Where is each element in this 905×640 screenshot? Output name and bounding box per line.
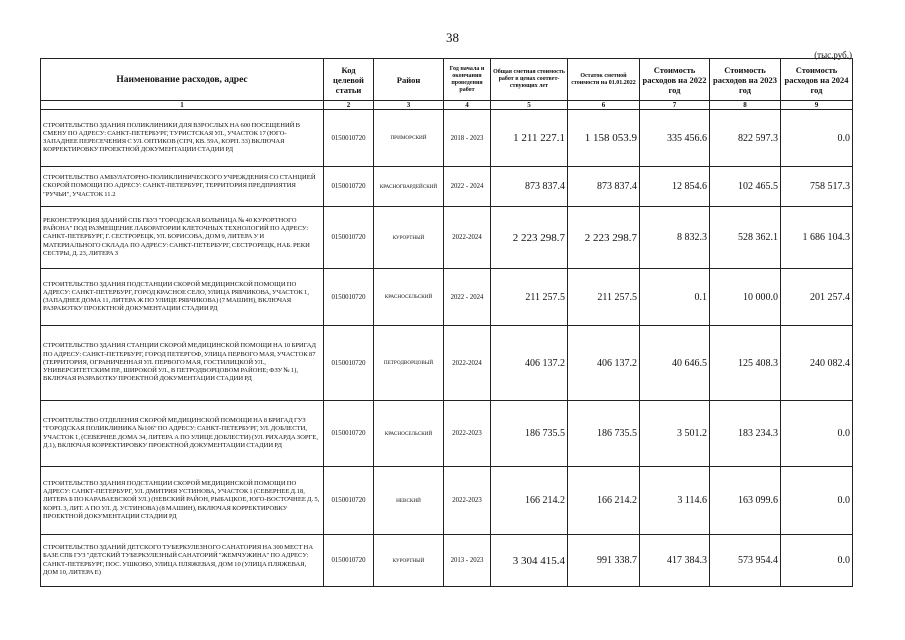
cost-2022: 8 832.3 — [640, 207, 710, 269]
cost-2023: 102 465.5 — [710, 167, 781, 207]
header-2022: Стоимость расходов на 2022 год — [640, 59, 710, 101]
work-years: 2022-2024 — [444, 326, 491, 401]
expense-name: СТРОИТЕЛЬСТВО ОТДЕЛЕНИЯ СКОРОЙ МЕДИЦИНСКОЙ ПОМОЩИ НА 8 БРИГАД ГУЗ "ГОРОДСКАЯ ПОЛИКЛИНИКА №106" ПО АДРЕСУ: САНКТ-ПЕТЕРБУРГ, УЛ. ДОБЛЕСТИ, УЧАСТОК 1, (СЕВЕРНЕЕ ДОМА 34, ЛИТЕРА А ПО УЛИЦЕ ДОБЛЕСТИ) (УЛ. РИХАРДА ЗОРГЕ, Д.1), ВКЛЮЧАЯ КОРРЕКТИРОВКУ ПРОЕКТНОЙ ДОКУМЕНТАЦИИ СТАДИИ РД — [41, 401, 324, 467]
header-years: Год начала и окончания проведения работ — [444, 59, 491, 101]
cost-2023: 573 954.4 — [710, 535, 781, 587]
target-code: 0150010720 — [324, 167, 374, 207]
target-code: 0150010720 — [324, 326, 374, 401]
work-years: 2013 - 2023 — [444, 535, 491, 587]
table-row — [41, 401, 853, 467]
header-total: Общая сметная стоимость работ в ценах соответ-ствующих лет — [491, 59, 568, 101]
expense-name: РЕКОНСТРУКЦИЯ ЗДАНИЙ СПБ ГБУЗ "ГОРОДСКАЯ БОЛЬНИЦА № 40 КУРОРТНОГО РАЙОНА" ПОД РАЗМЕЩЕНИЕ ЛАБОРАТОРИИ КЛЕТОЧНЫХ ТЕХНОЛОГИЙ ПО АДРЕСУ: САНКТ-ПЕТЕРБУРГ, Г. СЕСТРОРЕЦК, УЛ. БОРИСОВА, ДОМ 9, ЛИТЕРА У И МАТЕРИАЛЬНОГО СКЛАДА ПО АДРЕСУ: САНКТ-ПЕТЕРБУРГ, СЕСТРОРЕЦК, НАБ. РЕКИ СЕСТРЫ, Д. 23, ЛИТЕРА З — [41, 207, 324, 269]
work-years: 2018 - 2023 — [444, 110, 491, 167]
district: КРАСНОСЕЛЬСКИЙ — [374, 401, 444, 467]
work-years: 2022-2024 — [444, 207, 491, 269]
expense-name: СТРОИТЕЛЬСТВО ЗДАНИЯ ПОДСТАНЦИИ СКОРОЙ МЕДИЦИНСКОЙ ПОМОЩИ ПО АДРЕСУ: САНКТ-ПЕТЕРБУРГ, ГОРОД КРАСНОЕ СЕЛО, УЛИЦА РЯБЧИКОВА, УЧАСТОК 1, (ЗАПАДНЕЕ ДОМА 11, ЛИТЕРА Ж ПО УЛИЦЕ РЯБЧИКОВА) (7 МАШИН), ВКЛЮЧАЯ РАЗРАБОТКУ ПРОЕКТНОЙ ДОКУМЕНТАЦИИ СТАДИИ РД — [41, 269, 324, 326]
district: ПРИМОРСКИЙ — [374, 110, 444, 167]
remaining-cost: 211 257.5 — [568, 269, 640, 326]
target-code: 0150010720 — [324, 401, 374, 467]
target-code: 0150010720 — [324, 207, 374, 269]
page-number: 38 — [446, 30, 459, 45]
total-cost: 166 214.2 — [491, 467, 568, 535]
header-2024: Стоимость расходов на 2024 год — [781, 59, 853, 101]
cost-2023: 125 408.3 — [710, 326, 781, 401]
column-number-row — [41, 101, 853, 110]
district: ПЕТРОДВОРЦОВЫЙ — [374, 326, 444, 401]
column-number: 3 — [374, 101, 444, 110]
cost-2024: 0.0 — [781, 467, 853, 535]
work-years: 2022 - 2024 — [444, 269, 491, 326]
district: КРАСНОСЕЛЬСКИЙ — [374, 269, 444, 326]
total-cost: 406 137.2 — [491, 326, 568, 401]
column-number: 9 — [781, 101, 853, 110]
remaining-cost: 2 223 298.7 — [568, 207, 640, 269]
remaining-cost: 166 214.2 — [568, 467, 640, 535]
expense-name: СТРОИТЕЛЬСТВО ЗДАНИЯ СТАНЦИИ СКОРОЙ МЕДИЦИНСКОЙ ПОМОЩИ НА 10 БРИГАД ПО АДРЕСУ: САНКТ-ПЕТЕРБУРГ, ГОРОД ПЕТЕРГОФ, УЛИЦА ПЕРВОГО МАЯ, УЧАСТОК 87 (ТЕРРИТОРИЯ, ОГРАНИЧЕННАЯ УЛ. ПЕРВОГО МАЯ, ГОСТИЛИЦКОЙ УЛ., УНИВЕРСИТЕТСКИМ ПР., ШИРОКОЙ УЛ., В ПЕТРОДВОРЦОВОМ РАЙОНЕ; ФЗУ № 1), ВКЛЮЧАЯ РАЗРАБОТКУ ПРОЕКТНОЙ ДОКУМЕНТАЦИИ СТАДИИ РД — [41, 326, 324, 401]
cost-2022: 40 646.5 — [640, 326, 710, 401]
remaining-cost: 1 158 053.9 — [568, 110, 640, 167]
table-row — [41, 207, 853, 269]
table-row — [41, 535, 853, 587]
remaining-cost: 406 137.2 — [568, 326, 640, 401]
target-code: 0150010720 — [324, 467, 374, 535]
cost-2022: 417 384.3 — [640, 535, 710, 587]
expense-name: СТРОИТЕЛЬСТВО АМБУЛАТОРНО-ПОЛИКЛИНИЧЕСКОГО УЧРЕЖДЕНИЯ СО СТАНЦИЕЙ СКОРОЙ ПОМОЩИ ПО АДРЕСУ: САНКТ-ПЕТЕРБУРГ, ТЕРРИТОРИЯ ПРЕДПРИЯТИЯ "РУЧЬИ", УЧАСТОК 11.2 — [41, 167, 324, 207]
total-cost: 873 837.4 — [491, 167, 568, 207]
column-number: 6 — [568, 101, 640, 110]
target-code: 0150010720 — [324, 269, 374, 326]
district: КУРОРТНЫЙ — [374, 535, 444, 587]
cost-2022: 12 854.6 — [640, 167, 710, 207]
header-2023: Стоимость расходов на 2023 год — [710, 59, 781, 101]
table-row — [41, 110, 853, 167]
column-number: 4 — [444, 101, 491, 110]
cost-2022: 0.1 — [640, 269, 710, 326]
table-row — [41, 167, 853, 207]
column-number: 5 — [491, 101, 568, 110]
cost-2022: 3 501.2 — [640, 401, 710, 467]
work-years: 2022 - 2024 — [444, 167, 491, 207]
header-name: Наименование расходов, адрес — [41, 59, 324, 101]
column-number: 2 — [324, 101, 374, 110]
work-years: 2022-2023 — [444, 467, 491, 535]
target-code: 0150010720 — [324, 110, 374, 167]
expense-name: СТРОИТЕЛЬСТВО ЗДАНИЯ ПОЛИКЛИНИКИ ДЛЯ ВЗРОСЛЫХ НА 600 ПОСЕЩЕНИЙ В СМЕНУ ПО АДРЕСУ: САНКТ-ПЕТЕРБУРГ, ТУРИСТСКАЯ УЛ., УЧАСТОК 17 (ЮГО-ЗАПАДНЕЕ ПЕРЕСЕЧЕНИЯ С УЛ. ОПТИКОВ (СПЧ, КВ. 59А, КОРП. 33) ВКЛЮЧАЯ КОРРЕКТИРОВКУ ПРОЕКТНОЙ ДОКУМЕНТАЦИИ СТАДИИ РД — [41, 110, 324, 167]
remaining-cost: 186 735.5 — [568, 401, 640, 467]
remaining-cost: 991 338.7 — [568, 535, 640, 587]
cost-2024: 1 686 104.3 — [781, 207, 853, 269]
expense-name: СТРОИТЕЛЬСТВО ЗДАНИЙ ДЕТСКОГО ТУБЕРКУЛЕЗНОГО САНАТОРИЯ НА 300 МЕСТ НА БАЗЕ СПБ ГУЗ "ДЕТСКИЙ ТУБЕРКУЛЕЗНЫЙ САНАТОРИЙ "ЖЕМЧУЖИНА" ПО АДРЕСУ: САНКТ-ПЕТЕРБУРГ, ПОС. УШКОВО, УЛИЦА ПЛЯЖЕВАЯ, ДОМ 10 (УЛИЦА ПЛЯЖЕВАЯ, ДОМ 10, ЛИТЕРА Е) — [41, 535, 324, 587]
district: КРАСНОГВАРДЕЙСКИЙ — [374, 167, 444, 207]
target-code: 0150010720 — [324, 535, 374, 587]
column-number: 1 — [41, 101, 324, 110]
total-cost: 211 257.5 — [491, 269, 568, 326]
cost-2024: 758 517.3 — [781, 167, 853, 207]
cost-2024: 0.0 — [781, 401, 853, 467]
district: НЕВСКИЙ — [374, 467, 444, 535]
header-district: Район — [374, 59, 444, 101]
table-row — [41, 269, 853, 326]
header-remaining: Остаток сметной стоимости на 01.01.2022 — [568, 59, 640, 101]
table-row — [41, 467, 853, 535]
cost-2023: 183 234.3 — [710, 401, 781, 467]
cost-2023: 163 099.6 — [710, 467, 781, 535]
expense-name: СТРОИТЕЛЬСТВО ЗДАНИЯ ПОДСТАНЦИИ СКОРОЙ МЕДИЦИНСКОЙ ПОМОЩИ ПО АДРЕСУ: САНКТ-ПЕТЕРБУРГ, УЛ. ДМИТРИЯ УСТИНОВА, УЧАСТОК 1 (СЕВЕРНЕЕ Д.18, ЛИТЕРА Б ПО КАРАВАЕВСКОЙ УЛ.) (НЕВСКИЙ РАЙОН, РЫБАЦКОЕ, ЮГО-ВОСТОЧНЕЕ Д. 5, КОРП. 3, ЛИТ. А ПО УЛ. Д. УСТИНОВА) (8 МАШИН), ВКЛЮЧАЯ КОРРЕКТИРОВКУ ПРОЕКТНОЙ ДОКУМЕНТАЦИИ СТАДИИ РД — [41, 467, 324, 535]
table-row — [41, 326, 853, 401]
header-row — [41, 59, 853, 101]
total-cost: 1 211 227.1 — [491, 110, 568, 167]
unit-note: (тыс.руб.) — [814, 50, 852, 60]
cost-2024: 201 257.4 — [781, 269, 853, 326]
work-years: 2022-2023 — [444, 401, 491, 467]
total-cost: 3 304 415.4 — [491, 535, 568, 587]
column-number: 8 — [710, 101, 781, 110]
total-cost: 2 223 298.7 — [491, 207, 568, 269]
cost-2024: 240 082.4 — [781, 326, 853, 401]
cost-2024: 0.0 — [781, 110, 853, 167]
remaining-cost: 873 837.4 — [568, 167, 640, 207]
header-code: Код целевой статьи — [324, 59, 374, 101]
cost-2022: 335 456.6 — [640, 110, 710, 167]
district: КУРОРТНЫЙ — [374, 207, 444, 269]
budget-table — [40, 58, 853, 587]
cost-2024: 0.0 — [781, 535, 853, 587]
cost-2023: 822 597.3 — [710, 110, 781, 167]
cost-2022: 3 114.6 — [640, 467, 710, 535]
cost-2023: 10 000.0 — [710, 269, 781, 326]
total-cost: 186 735.5 — [491, 401, 568, 467]
column-number: 7 — [640, 101, 710, 110]
cost-2023: 528 362.1 — [710, 207, 781, 269]
